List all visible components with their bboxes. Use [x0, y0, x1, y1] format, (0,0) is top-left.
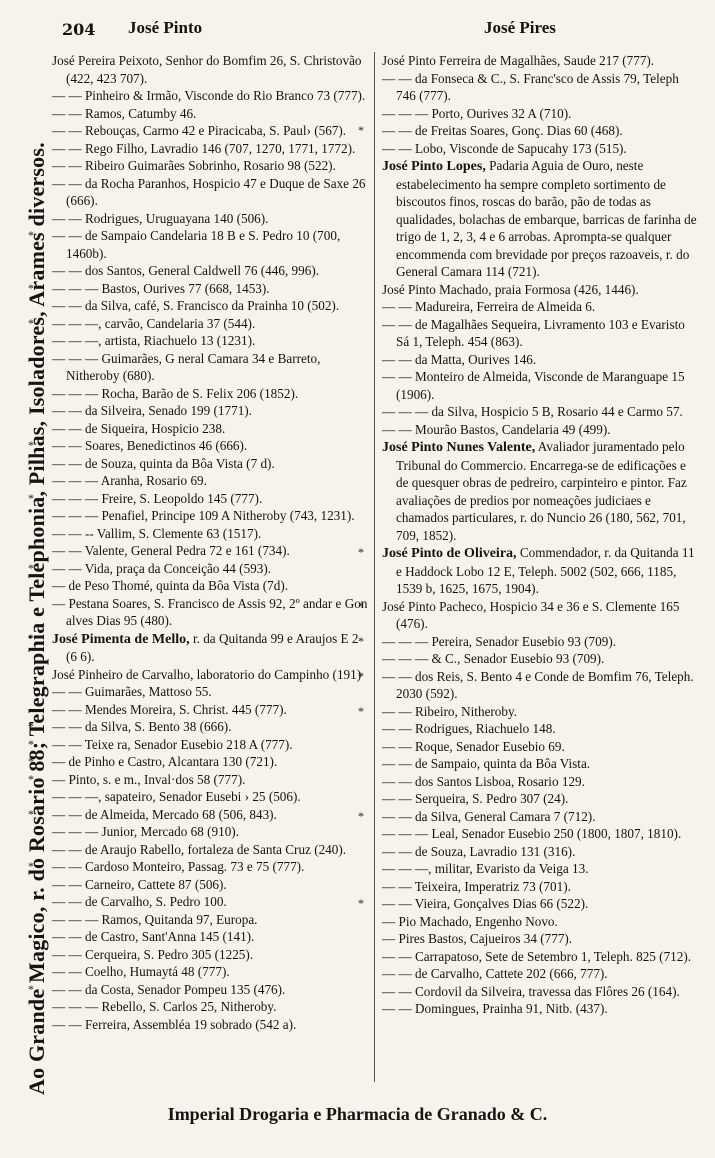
- directory-entry: [52, 876, 372, 894]
- directory-entry: [52, 490, 372, 508]
- directory-entry: [52, 998, 372, 1016]
- entry-text: — — Domingues, Prainha 91, Nitb. (437).: [382, 1001, 608, 1016]
- directory-entry: [382, 825, 698, 843]
- entry-text: — — — da Silva, Hospicio 5 B, Rosario 44 e Carmo 57.: [382, 404, 683, 419]
- directory-entry: [52, 455, 372, 473]
- right-column: [382, 52, 698, 1018]
- entry-text: — — Mendes Moreira, S. Christ. 445 (777).: [52, 701, 287, 717]
- entry-text: — — — Leal, Senador Eusebio 250 (1800, 1807, 1810).: [382, 826, 682, 841]
- directory-entry: [52, 753, 372, 771]
- directory-entry: [52, 577, 372, 595]
- directory-entry: [382, 438, 698, 544]
- entry-text: — — Vieira, Gonçalves Dias 66 (522).: [382, 896, 589, 911]
- directory-entry: [382, 790, 698, 808]
- entry-text: — — — Penafiel, Principe 109 A Nitheroby (743, 1231).: [52, 508, 355, 523]
- footer-advertisement: Imperial Drogaria e Pharmacia de Granado & C.: [167, 1104, 548, 1124]
- directory-entry: [382, 913, 698, 931]
- entry-text: Commendador, r. da Quitanda 11 e Haddock Lobo 12 E, Teleph. 5002 (502, 666, 1185, 1539 b, 1625, 1675, 1904).: [396, 545, 695, 596]
- entry-text: — — Valente, General Pedra 72 e 161 (734).: [52, 543, 290, 558]
- directory-entry: [52, 210, 372, 228]
- entry-text: — — — Rebello, S. Carlos 25, Nitheroby.: [52, 999, 277, 1014]
- directory-entry: [52, 666, 372, 684]
- entry-text: — — Pinheiro & Irmão, Visconde do Rio Branco 73 (777).: [52, 88, 366, 103]
- directory-entry: [52, 507, 372, 525]
- directory-entry: [382, 351, 698, 369]
- entry-text: — — de Magalhães Sequeira, Livramento 103 e Evaristo Sá 1, Teleph. 454 (863).: [382, 316, 685, 349]
- entry-text: — Pestana Soares, S. Francisco de Assis 92, 2º andar e Gon alves Dias 95 (480).: [52, 595, 368, 628]
- directory-entry: [382, 755, 698, 773]
- directory-entry: [52, 806, 372, 824]
- directory-entry: [52, 525, 372, 543]
- entry-text: — — de Almeida, Mercado 68 (506, 843).: [52, 806, 277, 822]
- entry-heading: José Pinto Nunes Valente,: [382, 440, 536, 455]
- entry-text: — — de Castro, Sant'Anna 145 (141).: [52, 929, 255, 944]
- directory-entry: [52, 175, 372, 210]
- entry-text: — de Pinho e Castro, Alcantara 130 (721).: [52, 754, 278, 769]
- directory-entry: [52, 420, 372, 438]
- directory-entry: [382, 281, 698, 299]
- directory-entry: [52, 227, 372, 262]
- entry-text: — — Cordovil da Silveira, travessa das Flôres 26 (164).: [382, 983, 680, 999]
- entry-heading: José Pinto Lopes,: [382, 159, 486, 174]
- entry-text: — — Teixe ra, Senador Eusebio 218 A (777).: [52, 736, 293, 752]
- directory-entry: [52, 893, 372, 911]
- entry-text: — — Rebouças, Carmo 42 e Piracicaba, S. Paul› (567).: [52, 123, 347, 138]
- column-divider: [374, 52, 375, 1082]
- entry-text: José Pinto Pacheco, Hospicio 34 e 36 e S. Clemente 165 (476).: [382, 598, 680, 631]
- directory-entry: [52, 87, 372, 105]
- entry-text: — — de Sampaio Candelaria 18 B e S. Pedro 10 (700, 1460b).: [52, 228, 341, 261]
- directory-entry: [382, 122, 698, 140]
- entry-text: — — da Silva, General Camara 7 (712).: [382, 808, 596, 824]
- entry-text: — — — & C., Senador Eusebio 93 (709).: [382, 651, 605, 666]
- entry-text: — — de Araujo Rabello, fortaleza de Santa Cruz (240).: [52, 841, 347, 857]
- directory-entry: [382, 860, 698, 878]
- running-head-right: José Pires: [484, 18, 556, 37]
- entry-text: — — Guimarães, Mattoso 55.: [52, 684, 212, 699]
- entry-text: — Pio Machado, Engenho Novo.: [382, 913, 558, 929]
- entry-text: — — dos Santos Lisboa, Rosario 129.: [382, 773, 585, 789]
- directory-entry: [52, 105, 372, 123]
- entry-text: José Pereira Peixoto, Senhor do Bomfim 26, S. Christovão (422, 423 707).: [52, 53, 362, 86]
- entry-text: — — Cardoso Monteiro, Passag. 73 e 75 (777).: [52, 859, 305, 874]
- entry-text: — — Rodrigues, Uruguayana 140 (506).: [52, 210, 269, 226]
- entry-heading: José Pinto de Oliveira,: [382, 546, 517, 561]
- entry-text: — — — Ramos, Quitanda 97, Europa.: [52, 911, 258, 927]
- directory-entry: [382, 948, 698, 966]
- directory-entry: [52, 701, 372, 719]
- entry-text: — — Ribeiro, Nitheroby.: [382, 703, 518, 719]
- directory-entry: [52, 437, 372, 455]
- directory-entry: [52, 157, 372, 175]
- entry-text: — Pires Bastos, Cajueiros 34 (777).: [382, 931, 573, 946]
- directory-entry: [52, 262, 372, 280]
- running-head-left: José Pinto: [128, 18, 203, 37]
- directory-entry: [52, 771, 372, 789]
- directory-entry: [52, 140, 372, 158]
- directory-entry: [52, 280, 372, 298]
- directory-entry: [382, 668, 698, 703]
- entry-text: — — Ribeiro Guimarães Sobrinho, Rosario 98 (522).: [52, 158, 336, 173]
- directory-entry: [382, 843, 698, 861]
- entry-text: — — dos Reis, S. Bento 4 e Conde de Bomfim 76, Teleph. 2030 (592).: [382, 668, 694, 701]
- directory-entry: [52, 332, 372, 350]
- entry-text: — — de Freitas Soares, Gonç. Dias 60 (468).: [382, 123, 623, 138]
- directory-entry: [52, 122, 372, 140]
- directory-entry: [382, 598, 698, 633]
- directory-entry: [52, 946, 372, 964]
- directory-entry: [52, 297, 372, 315]
- entry-text: — — — Rocha, Barão de S. Felix 206 (1852).: [52, 385, 299, 401]
- side-advertisement: Ao Grande Magico, r. do Rosario 88; Telegraphia e Telephonia, Pilhas, Isoladores, Arames diversos.: [24, 142, 49, 1095]
- entry-text: — — Ramos, Catumby 46.: [52, 105, 197, 121]
- entry-text: José Pinto Machado, praia Formosa (426, 1446).: [382, 281, 639, 297]
- entry-text: — — Rego Filho, Lavradio 146 (707, 1270, 1771, 1772).: [52, 140, 356, 156]
- entry-text: — — Carneiro, Cattete 87 (506).: [52, 876, 227, 892]
- directory-entry: [382, 1000, 698, 1018]
- entry-text: — — Ferreira, Assembléa 19 sobrado (542 a).: [52, 1016, 297, 1032]
- entry-text: — — Serqueira, S. Pedro 307 (24).: [382, 791, 569, 806]
- entry-text: — — Madureira, Ferreira de Almeida 6.: [382, 299, 596, 314]
- entry-text: — — Roque, Senador Eusebio 69.: [382, 738, 565, 754]
- entry-text: — — Cerqueira, S. Pedro 305 (1225).: [52, 946, 254, 962]
- directory-entry: [52, 472, 372, 490]
- entry-text: — Pinto, s. e m., Inval·dos 58 (777).: [52, 771, 246, 787]
- entry-text: — — Rodrigues, Riachuelo 148.: [382, 721, 556, 736]
- directory-entry: [382, 965, 698, 983]
- directory-entry: [382, 52, 698, 70]
- entry-text: — — —, sapateiro, Senador Eusebi › 25 (506).: [52, 789, 301, 804]
- entry-text: — — —, militar, Evaristo da Veiga 13.: [382, 861, 589, 876]
- directory-entry: [382, 298, 698, 316]
- entry-text: — — da Fonseca & C., S. Franc'sco de Assis 79, Teleph 746 (777).: [382, 70, 679, 103]
- directory-entry: [52, 718, 372, 736]
- directory-entry: [382, 720, 698, 738]
- directory-entry: [52, 630, 372, 666]
- entry-text: — — Mourão Bastos, Candelaria 49 (499).: [382, 421, 611, 437]
- directory-entry: [382, 983, 698, 1001]
- entry-text: — — da Rocha Paranhos, Hospicio 47 e Duque de Saxe 26 (666).: [52, 175, 366, 208]
- entry-text: José Pinto Ferreira de Magalhães, Saude 217 (777).: [382, 53, 655, 68]
- entry-text: — — Coelho, Humaytá 48 (777).: [52, 964, 230, 979]
- directory-entry: [382, 895, 698, 913]
- directory-entry: [52, 788, 372, 806]
- entry-text: r. da Quitanda 99 e Araujos E 2 (6 6).: [66, 630, 359, 664]
- directory-entry: [52, 911, 372, 929]
- directory-entry: [52, 928, 372, 946]
- directory-entry: [52, 858, 372, 876]
- entry-text: — — — Aranha, Rosario 69.: [52, 473, 207, 488]
- directory-entry: [52, 823, 372, 841]
- entry-text: — — — Pereira, Senador Eusebio 93 (709).: [382, 633, 617, 649]
- entry-text: — — —, carvão, Candelaria 37 (544).: [52, 315, 256, 331]
- entry-text: — — da Costa, Senador Pompeu 135 (476).: [52, 981, 286, 997]
- entry-text: — — Carrapatoso, Sete de Setembro 1, Teleph. 825 (712).: [382, 948, 692, 964]
- directory-entry: [382, 316, 698, 351]
- entry-text: — de Peso Thomé, quinta da Bôa Vista (7d).: [52, 578, 289, 593]
- entry-text: — — da Silveira, Senado 199 (1771).: [52, 403, 252, 418]
- directory-entry: [52, 315, 372, 333]
- directory-entry: [52, 963, 372, 981]
- entry-text: — — da Silva, S. Bento 38 (666).: [52, 719, 232, 734]
- directory-entry: [52, 385, 372, 403]
- directory-entry: [382, 738, 698, 756]
- directory-entry: [382, 403, 698, 421]
- entry-text: — — — Bastos, Ourives 77 (668, 1453).: [52, 280, 270, 296]
- entry-text: — — de Siqueira, Hospicio 238.: [52, 420, 226, 436]
- directory-entry: [382, 70, 698, 105]
- entry-text: — — — Freire, S. Leopoldo 145 (777).: [52, 490, 263, 506]
- entry-text: — — Teixeira, Imperatriz 73 (701).: [382, 878, 571, 894]
- directory-entry: [382, 650, 698, 668]
- directory-entry: [382, 633, 698, 651]
- left-column: [52, 52, 372, 1033]
- directory-entry: [52, 841, 372, 859]
- directory-entry: [52, 981, 372, 999]
- page-number: 204: [62, 20, 96, 39]
- directory-entry: [52, 402, 372, 420]
- directory-entry: [52, 542, 372, 560]
- directory-entry: [382, 140, 698, 158]
- directory-entry: [52, 560, 372, 578]
- entry-text: — — da Silva, café, S. Francisco da Prainha 10 (502).: [52, 298, 340, 313]
- directory-entry: [382, 105, 698, 123]
- entry-text: Padaria Aguia de Ouro, neste estabelecimento ha sempre completo sortimento de biscoutos finos, roscas do barão, pão de todas as qualidades, bolachas de embarque, barricas de farinha de trigo de 1, 2, 3, 4 e 6 arrobas. Apromptа-se qualquer encommenda com brevidade por preços razoaveis, r. do General Camara 114 (721).: [396, 158, 697, 279]
- directory-entry: [382, 368, 698, 403]
- entry-text: — — de Carvalho, Cattete 202 (666, 777).: [382, 966, 608, 981]
- entry-text: José Pinheiro de Carvalho, laboratorio do Campinho (191): [52, 666, 362, 682]
- entry-heading: José Pimenta de Mello,: [52, 631, 190, 647]
- entry-text: — — de Souza, quinta da Bôa Vista (7 d).: [52, 455, 275, 471]
- entry-text: — — Vida, praça da Conceição 44 (593).: [52, 560, 272, 576]
- entry-text: — — —, artista, Riachuelo 13 (1231).: [52, 333, 256, 348]
- directory-entry: [52, 350, 372, 385]
- directory-entry: [382, 421, 698, 439]
- entry-text: — — -- Vallim, S. Clemente 63 (1517).: [52, 525, 262, 541]
- directory-entry: [382, 930, 698, 948]
- entry-text: — — — Guimarães, G neral Camara 34 e Barreto, Nitheroby (680).: [52, 350, 321, 383]
- entry-text: — — Lobo, Visconde de Sapucahy 173 (515).: [382, 140, 627, 156]
- directory-entry: [52, 1016, 372, 1034]
- entry-text: — — de Carvalho, S. Pedro 100.: [52, 894, 227, 909]
- entry-text: — — de Sampaio, quinta da Bôa Vista.: [382, 756, 591, 771]
- directory-entry: [52, 52, 372, 87]
- entry-text: — — Monteiro de Almeida, Visconde de Maranguape 15 (1906).: [382, 369, 685, 402]
- entry-text: — — da Matta, Ourives 146.: [382, 351, 537, 367]
- directory-entry: [382, 703, 698, 721]
- directory-entry: [382, 808, 698, 826]
- entry-text: — — — Porto, Ourives 32 A (710).: [382, 105, 572, 121]
- directory-entry: [52, 736, 372, 754]
- entry-text: Avaliador juramentado pelo Tribunal do Commercio. Encarrega-se de edificações e de quesquer obras de pedreiro, carpinteiro e pintor. Faz avaliações de predios por nomeações judiciaes e chamados particulares, r. do Nuncio 26 (180, 562, 701, 709, 1852).: [396, 439, 687, 543]
- directory-entry: [382, 544, 698, 598]
- entry-text: — — dos Santos, General Caldwell 76 (446, 996).: [52, 263, 320, 278]
- directory-entry: [52, 683, 372, 701]
- directory-entry: [382, 878, 698, 896]
- directory-entry: [382, 773, 698, 791]
- entry-text: — — Soares, Benedictinos 46 (666).: [52, 438, 248, 453]
- entry-text: — — de Souza, Lavradio 131 (316).: [382, 843, 576, 859]
- directory-entry: [52, 595, 372, 630]
- directory-entry: [382, 157, 698, 281]
- entry-text: — — — Junior, Mercado 68 (910).: [52, 824, 239, 839]
